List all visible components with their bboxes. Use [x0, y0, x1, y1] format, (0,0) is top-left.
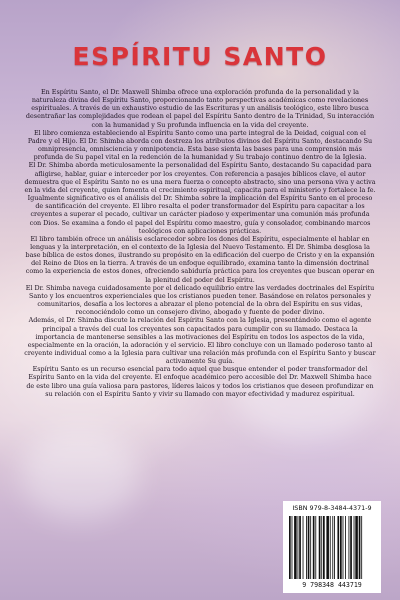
barcode-bar: [350, 516, 352, 579]
barcode-bar: [332, 516, 333, 579]
blurb-paragraph: El Dr. Shimba navega cuidadosamente por el delicado equilibrio entre las verdades doctrinales del Espíritu Santo y los encuentros experienciales que los cristianos pueden tener. Basándose en relatos personales y comunitarios, desafía a los lectores a abrazar el pleno potencial de la obra del Espíritu en sus vidas, reconociéndolo como un consejero divino, abogado y fuente de poder divino.: [25, 283, 375, 317]
barcode-bar: [361, 516, 362, 579]
barcode-bar: [294, 516, 297, 579]
barcode-box: [283, 501, 381, 593]
barcode-bar: [315, 516, 316, 579]
barcode-bar: [340, 516, 342, 579]
barcode-bar: [319, 516, 321, 579]
barcode-bar: [355, 516, 358, 579]
barcode-bar: [308, 516, 310, 579]
barcode-bar: [303, 516, 304, 579]
blurb-paragraph: Igualmente significativo es el análisis del Dr. Shimba sobre la implicación del Espíritu Santo en el proceso de santificación del creyente. El libro resalta el poder transformador del Espíritu para capacitar a los creyentes a superar el pecado, cultivar un carácter piadoso y experimentar una comunión más profunda con Dios. Se examina a fondo el papel del Espíritu como maestro, guía y consolador, combinando marcos teológicos con aplicaciones prácticas.: [27, 194, 373, 235]
barcode-bar: [310, 516, 311, 579]
barcode-bar: [330, 516, 331, 579]
blurb-paragraph: El Dr. Shimba aborda meticulosamente la personalidad del Espíritu Santo, destacando Su capacidad para afligirse, hablar, guiar e interceder por los creyentes. Con referencia a pasajes bíblicos clave, el autor demuestra que el Espíritu Santo no es una mera fuerza o concepto abstracto, sino una persona viva y activa en la vida del creyente, quien fomenta el crecimiento espiritual, capacita para el ministerio y fortalece la fe.: [24, 161, 376, 194]
barcode-image: [288, 516, 376, 579]
blurb-text: [24, 88, 376, 398]
barcode-bar: [326, 516, 329, 579]
barcode-bar: [306, 516, 307, 579]
barcode-bar: [289, 516, 291, 579]
blurb-paragraph: En Espíritu Santo, el Dr. Maxwell Shimba ofrece una exploración profunda de la personalidad y la naturaleza divina del Espíritu Santo, proporcionando tanto perspectivas académicas como revelaciones espirituales. A través de un exhaustivo estudio de las Escrituras y un análisis teológico, este libro busca desentrañar las complejidades que rodean el papel del Espíritu Santo dentro de la Trinidad, Su interacción con la humanidad y Su profunda influencia en la vida del creyente.: [25, 88, 375, 129]
blurb-paragraph: El libro también ofrece un análisis esclarecedor sobre los dones del Espíritu, especialmente el hablar en lenguas y la interpretación, en el contexto de la Iglesia del Nuevo Testamento. El Dr. Shimba desglosa la base bíblica de estos dones, ilustrando su propósito en la edificación del cuerpo de Cristo y en la expansión del Reino de Dios en la tierra. A través de un enfoque equilibrado, examina tanto la dimensión doctrinal como la experiencia de estos dones, ofreciendo sabiduría práctica para los creyentes que buscan operar en la plenitud del poder del Espíritu.: [25, 234, 375, 284]
barcode-bar: [337, 516, 339, 579]
blurb-paragraph: El libro comienza estableciendo al Espíritu Santo como una parte integral de la Deidad, coigual con el Padre y el Hijo. El Dr. Shimba aborda con destreza los atributos divinos del Espíritu Santo, destacando Su omnipresencia, omnisciencia y omnipotencia. Esta base sienta las bases para una comprensión más profunda de Su papel vital en la redención de la humanidad y Su trabajo continuo dentro de la Iglesia.: [27, 128, 373, 162]
barcode-bar: [334, 516, 335, 579]
barcode-bar: [323, 516, 325, 579]
book-title: ESPÍRITU SANTO: [72, 42, 328, 71]
barcode-bar: [313, 516, 315, 579]
barcode-bar: [345, 516, 346, 579]
light-glow: [20, 430, 140, 520]
barcode-digits: 9 798348 443719: [302, 581, 362, 589]
blurb-paragraph: Espíritu Santo es un recurso esencial para todo aquel que busque entender el poder transformador del Espíritu Santo en la vida del creyente. El enfoque académico pero accesible del Dr. Maxwell Shimba hace de este libro una guía valiosa para pastores, líderes laicos y todos los cristianos que deseen profundizar en su relación con el Espíritu Santo y vivir su llamado con mayor efectividad y madurez espiritual.: [26, 365, 374, 398]
barcode-bar: [299, 516, 301, 579]
barcode-bar: [321, 516, 322, 579]
barcode-bar: [354, 516, 355, 579]
barcode-bar: [359, 516, 361, 579]
barcode-bar: [298, 516, 299, 579]
barcode-bar: [343, 516, 344, 579]
isbn-label: ISBN 979-8-3484-4371-9: [292, 504, 372, 512]
blurb-paragraph: Además, el Dr. Shimba discute la relación del Espíritu Santo con la Iglesia, presentándolo como el agente principal a través del cual los creyentes son capacitados para cumplir con su llamado. Destaca la importancia de mantenerse sensibles a las motivaciones del Espíritu en todos los aspectos de la vida, especialmente en la oración, la adoración y el servicio. El libro concluye con un llamado poderoso tanto al creyente individual como a la Iglesia para cultivar una relación más profunda con el Espíritu Santo y buscar activamente Su guía.: [24, 316, 376, 366]
barcode-bar: [349, 516, 350, 579]
barcode-bar: [292, 516, 293, 579]
